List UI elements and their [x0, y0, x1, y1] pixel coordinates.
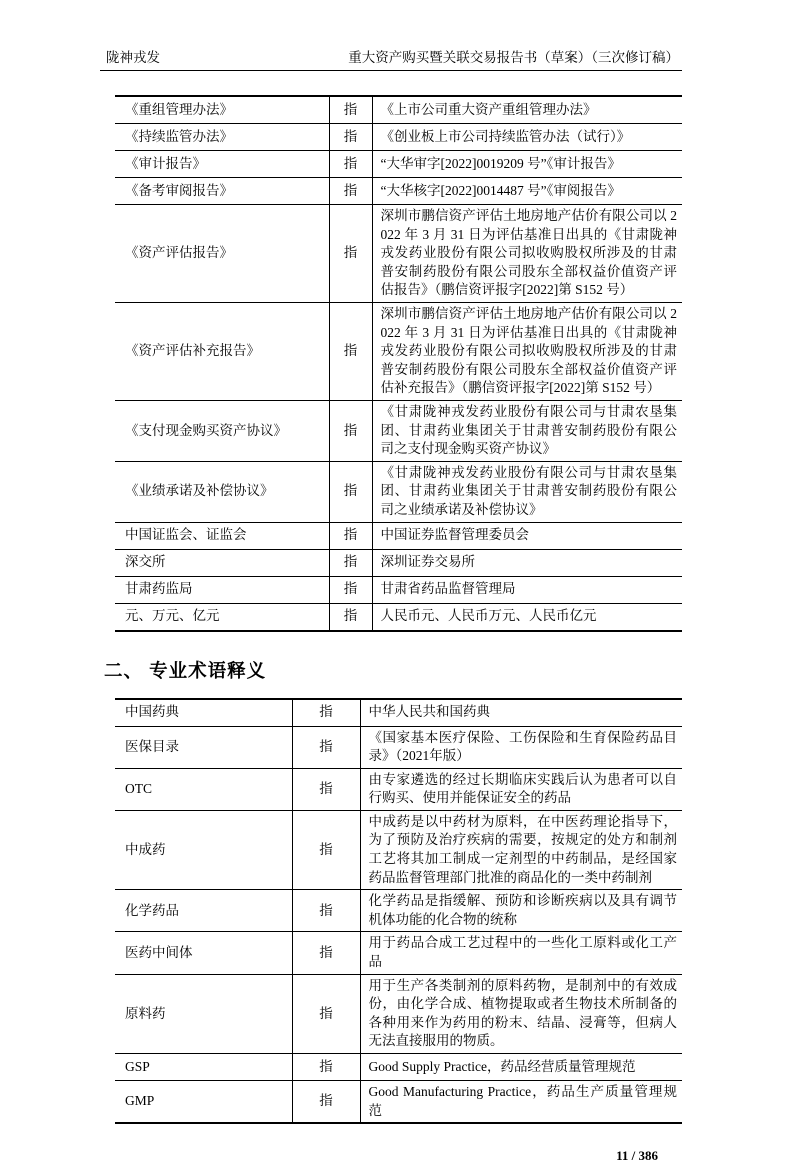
table-row: [115, 603, 682, 631]
zhi-cell: 指: [329, 603, 372, 631]
table-row: [115, 151, 682, 178]
section-title: 二、 专业术语释义: [104, 659, 267, 681]
definition-cell: 《甘肃陇神戎发药业股份有限公司与甘肃农垦集团、甘肃药业集团关于甘肃普安制药股份有限公司之业绩承诺及补偿协议》: [372, 461, 682, 522]
table-row: [115, 1054, 682, 1081]
zhi-cell: 指: [292, 726, 360, 768]
table-row: [115, 205, 682, 303]
term-cell: 中成药: [115, 810, 292, 889]
zhi-cell: 指: [292, 1054, 360, 1081]
term-cell: GSP: [115, 1054, 292, 1081]
header-right-title: 重大资产购买暨关联交易报告书（草案）（三次修订稿）: [348, 50, 679, 65]
definition-cell: 中华人民共和国药典: [360, 699, 682, 727]
definition-cell: “大华核字[2022]0014487 号”《审阅报告》: [372, 178, 682, 205]
definition-cell: 《创业板上市公司持续监管办法（试行）》: [372, 124, 682, 151]
table-row: [115, 522, 682, 549]
page-footer: [100, 1148, 682, 1164]
terms-table: [115, 698, 682, 1125]
term-cell: OTC: [115, 768, 292, 810]
zhi-cell: 指: [292, 932, 360, 974]
zhi-cell: 指: [329, 302, 372, 400]
table-row: [115, 699, 682, 727]
definition-cell: 用于药品合成工艺过程中的一些化工原料或化工产品: [360, 932, 682, 974]
term-cell: 医保目录: [115, 726, 292, 768]
zhi-cell: 指: [292, 768, 360, 810]
zhi-cell: 指: [329, 96, 372, 124]
zhi-cell: 指: [329, 124, 372, 151]
table-row: [115, 302, 682, 400]
table-row: [115, 400, 682, 461]
term-cell: 《业绩承诺及补偿协议》: [115, 461, 329, 522]
term-cell: 《审计报告》: [115, 151, 329, 178]
term-cell: 《备考审阅报告》: [115, 178, 329, 205]
table-row: [115, 768, 682, 810]
term-cell: 元、万元、亿元: [115, 603, 329, 631]
term-cell: 《重组管理办法》: [115, 96, 329, 124]
table-row: [115, 96, 682, 124]
table-row: [115, 810, 682, 889]
zhi-cell: 指: [329, 205, 372, 303]
definition-cell: 甘肃省药品监督管理局: [372, 576, 682, 603]
zhi-cell: 指: [292, 1081, 360, 1124]
zhi-cell: 指: [329, 461, 372, 522]
definition-cell: 中国证券监督管理委员会: [372, 522, 682, 549]
zhi-cell: 指: [329, 151, 372, 178]
zhi-cell: 指: [329, 576, 372, 603]
definition-cell: 人民币元、人民币万元、人民币亿元: [372, 603, 682, 631]
page-number: 11 / 386: [616, 1148, 658, 1164]
definition-cell: 《国家基本医疗保险、工伤保险和生育保险药品目录》（2021年版）: [360, 726, 682, 768]
term-cell: 甘肃药监局: [115, 576, 329, 603]
term-cell: 深交所: [115, 549, 329, 576]
term-cell: 中国药典: [115, 699, 292, 727]
definition-cell: Good Manufacturing Practice，药品生产质量管理规范: [360, 1081, 682, 1124]
zhi-cell: 指: [292, 699, 360, 727]
header-left-title: 陇神戎发: [106, 50, 160, 65]
term-cell: 《资产评估报告》: [115, 205, 329, 303]
definition-cell: 用于生产各类制剂的原料药物，是制剂中的有效成份，由化学合成、植物提取或者生物技术所制备的各种用来作为药用的粉末、结晶、浸膏等，但病人无法直接服用的物质。: [360, 974, 682, 1053]
zhi-cell: 指: [329, 400, 372, 461]
zhi-cell: 指: [292, 974, 360, 1053]
definition-cell: 中成药是以中药材为原料，在中医药理论指导下，为了预防及治疗疾病的需要，按规定的处方和制剂工艺将其加工制成一定剂型的中药制品，是经国家药品监督管理部门批准的商品化的一类中药制剂: [360, 810, 682, 889]
term-cell: 原料药: [115, 974, 292, 1053]
zhi-cell: 指: [329, 549, 372, 576]
table-row: [115, 932, 682, 974]
table-row: [115, 576, 682, 603]
table-row: [115, 974, 682, 1053]
page-header: [100, 46, 682, 71]
term-cell: 中国证监会、证监会: [115, 522, 329, 549]
table-row: [115, 178, 682, 205]
zhi-cell: 指: [292, 890, 360, 932]
definition-cell: 化学药品是指缓解、预防和诊断疾病以及具有调节机体功能的化合物的统称: [360, 890, 682, 932]
term-cell: 化学药品: [115, 890, 292, 932]
table-row: [115, 890, 682, 932]
definition-cell: “大华审字[2022]0019209 号”《审计报告》: [372, 151, 682, 178]
definition-cell: 《上市公司重大资产重组管理办法》: [372, 96, 682, 124]
definitions-table: [115, 95, 682, 632]
zhi-cell: 指: [292, 810, 360, 889]
definition-cell: 深圳证券交易所: [372, 549, 682, 576]
definition-cell: 《甘肃陇神戎发药业股份有限公司与甘肃农垦集团、甘肃药业集团关于甘肃普安制药股份有限公司之支付现金购买资产协议》: [372, 400, 682, 461]
term-cell: 医药中间体: [115, 932, 292, 974]
table-row: [115, 124, 682, 151]
table-row: [115, 1081, 682, 1124]
zhi-cell: 指: [329, 178, 372, 205]
term-cell: 《持续监管办法》: [115, 124, 329, 151]
definition-cell: Good Supply Practice，药品经营质量管理规范: [360, 1054, 682, 1081]
table-row: [115, 549, 682, 576]
zhi-cell: 指: [329, 522, 372, 549]
table-row: [115, 461, 682, 522]
definition-cell: 深圳市鹏信资产评估土地房地产估价有限公司以 2022 年 3 月 31 日为评估基准日出具的《甘肃陇神戎发药业股份有限公司拟收购股权所涉及的甘肃普安制药股份有限公司股东全部权益价值资产评估报告》（鹏信资评报字[2022]第 S152 号）: [372, 205, 682, 303]
definition-cell: 深圳市鹏信资产评估土地房地产估价有限公司以 2022 年 3 月 31 日为评估基准日出具的《甘肃陇神戎发药业股份有限公司拟收购股权所涉及的甘肃普安制药股份有限公司股东全部权益价值资产评估补充报告》（鹏信资评报字[2022]第 S152 号）: [372, 302, 682, 400]
term-cell: 《支付现金购买资产协议》: [115, 400, 329, 461]
definition-cell: 由专家遴选的经过长期临床实践后认为患者可以自行购买、使用并能保证安全的药品: [360, 768, 682, 810]
term-cell: GMP: [115, 1081, 292, 1124]
term-cell: 《资产评估补充报告》: [115, 302, 329, 400]
table-row: [115, 726, 682, 768]
